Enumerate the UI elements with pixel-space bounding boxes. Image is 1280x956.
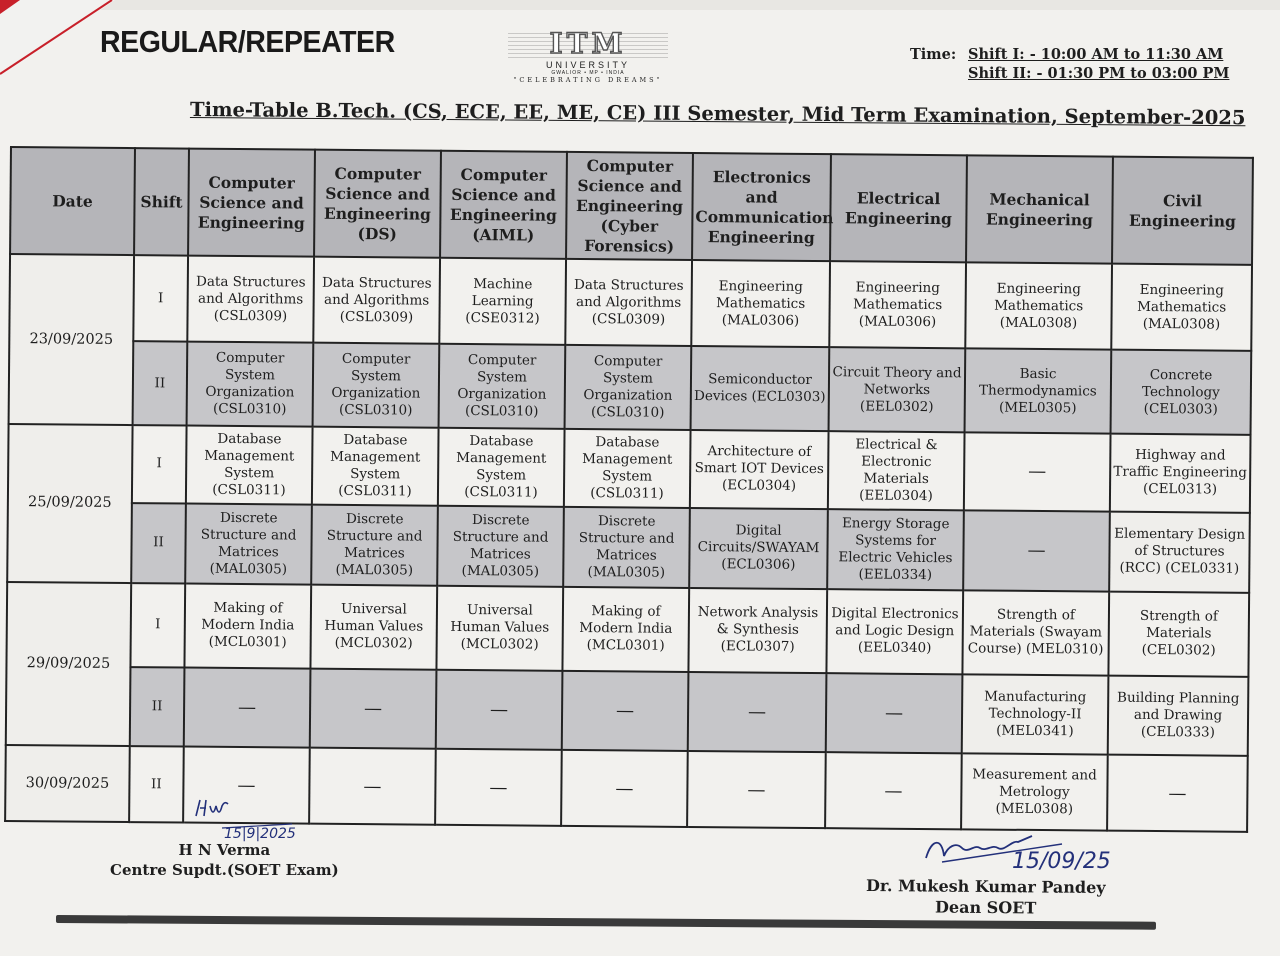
exam-cell: — (310, 668, 437, 749)
exam-cell: — (964, 432, 1111, 511)
table-row (8, 424, 1251, 513)
exam-cell: Discrete Structure and Matrices (MAL0305) (311, 504, 438, 585)
header-row (10, 147, 1253, 265)
exam-cell: — (184, 667, 311, 748)
exam-cell: Manufacturing Technology-II (MEL0341) (962, 674, 1109, 755)
exam-cell: Measurement and Metrology (MEL0308) (961, 754, 1108, 831)
exam-cell: — (309, 748, 436, 825)
exam-date: 30/09/2025 (5, 745, 130, 822)
exam-cell: — (1107, 755, 1248, 832)
shift-2-timing: Shift II: - 01:30 PM to 03:00 PM (968, 65, 1230, 82)
exam-cell: Database Management System (CSL0311) (438, 428, 565, 507)
exam-cell: Architecture of Smart IOT Devices (ECL0304) (690, 430, 829, 509)
time-label: Time: (910, 46, 957, 63)
column-header: Computer Science and Engineering (Cyber Forensics) (566, 152, 693, 260)
exam-cell: Concrete Technology (CEL0303) (1111, 350, 1252, 435)
column-header: Electrical Engineering (830, 154, 967, 262)
signatory-name: H N Verma (178, 841, 271, 859)
logo-mark: ITM (508, 30, 668, 58)
signatory-title: Dean SOET (934, 897, 1037, 918)
exam-cell: Discrete Structure and Matrices (MAL0305) (563, 507, 690, 588)
column-header: Computer Science and Engineering (DS) (314, 150, 441, 258)
shift-cell: II (129, 746, 184, 822)
table-row (9, 254, 1252, 351)
exam-cell: Computer System Organization (CSL0310) (187, 342, 314, 427)
exam-cell: Machine Learning (CSE0312) (439, 258, 566, 345)
exam-cell: Strength of Materials (CEL0302) (1108, 591, 1249, 676)
page-edge (0, 0, 1280, 10)
exam-cell: — (963, 510, 1110, 591)
signatory-name: Dr. Mukesh Kumar Pandey (866, 875, 1106, 898)
exam-cell: Database Management System (CSL0311) (564, 429, 691, 508)
timetable-grid (4, 146, 1254, 833)
exam-cell: Computer System Organization (CSL0310) (439, 344, 566, 429)
shift-cell: II (130, 667, 185, 747)
exam-cell: Database Management System (CSL0311) (312, 427, 439, 506)
column-header: Computer Science and Engineering (188, 149, 315, 257)
column-header: Computer Science and Engineering (AIML) (440, 151, 567, 259)
column-header: Electronics and Communication Engineering (692, 153, 831, 261)
exam-category-badge: REGULAR/REPEATER (100, 24, 395, 59)
exam-cell: — (561, 750, 688, 827)
exam-cell: Highway and Traffic Engineering (CEL0313) (1110, 434, 1251, 513)
exam-cell: Making of Modern India (MCL0301) (184, 583, 311, 668)
exam-cell: Data Structures and Algorithms (CSL0309) (313, 257, 440, 344)
exam-cell: — (826, 673, 963, 754)
signature-pandey (922, 828, 1162, 878)
shift-cell: I (132, 425, 187, 503)
university-logo (508, 27, 668, 84)
exam-date: 25/09/2025 (7, 424, 132, 583)
exam-cell: Discrete Structure and Matrices (MAL0305) (185, 503, 312, 584)
exam-cell: — (825, 753, 962, 830)
exam-cell: — (562, 670, 689, 751)
signature-verma (192, 794, 312, 844)
exam-cell: Database Management System (CSL0311) (186, 426, 313, 505)
table-row (7, 502, 1250, 593)
table-row (6, 666, 1249, 757)
exam-date: 29/09/2025 (6, 582, 131, 747)
exam-cell: Circuit Theory and Networks (EEL0302) (829, 347, 966, 432)
exam-cell: Energy Storage Systems for Electric Vehicles (EEL0334) (827, 509, 964, 590)
exam-cell: Semiconductor Devices (ECL0303) (691, 346, 830, 431)
exam-cell: Discrete Structure and Matrices (MAL0305) (437, 506, 564, 587)
exam-cell: Universal Human Values (MCL0302) (310, 584, 437, 669)
exam-date: 23/09/2025 (9, 254, 134, 425)
timetable (4, 146, 1252, 833)
exam-cell: Engineering Mathematics (MAL0308) (965, 262, 1112, 349)
exam-cell: Engineering Mathematics (MAL0306) (691, 260, 830, 347)
logo-location: GWALIOR • MP • INDIA (551, 70, 625, 76)
exam-cell: — (688, 672, 827, 753)
exam-cell: Strength of Materials (Swayam Course) (MEL0310) (962, 590, 1109, 675)
exam-cell: Computer System Organization (CSL0310) (565, 345, 692, 430)
exam-cell: Data Structures and Algorithms (CSL0309) (565, 259, 692, 346)
exam-cell: Electrical & Electronic Materials (EEL0304) (828, 431, 965, 510)
exam-cell: Network Analysis & Synthesis (ECL0307) (688, 588, 827, 673)
exam-cell: — (687, 751, 826, 828)
logo-name: UNIVERSITY (545, 60, 630, 70)
shift-cell: I (133, 255, 188, 342)
signatory-title: Centre Supdt.(SOET Exam) (110, 861, 339, 879)
exam-cell: — (183, 747, 310, 824)
exam-cell: Digital Circuits/SWAYAM (ECL0306) (689, 508, 828, 589)
exam-cell: Universal Human Values (MCL0302) (436, 585, 563, 670)
exam-cell: Computer System Organization (CSL0310) (313, 343, 440, 428)
exam-cell: Digital Electronics and Logic Design (EEL0340) (826, 589, 963, 674)
column-header: Civil Engineering (1112, 157, 1253, 265)
column-header: Mechanical Engineering (966, 155, 1113, 263)
exam-cell: Data Structures and Algorithms (CSL0309) (187, 256, 314, 343)
table-row (9, 340, 1252, 435)
exam-cell: — (435, 749, 562, 826)
svg-text:15/09/25: 15/09/25 (1012, 849, 1111, 874)
svg-text:15|9|2025: 15|9|2025 (224, 826, 296, 842)
signatory-verma (110, 840, 339, 880)
shift-cell: I (130, 583, 185, 667)
signatory-pandey (866, 875, 1106, 919)
shift-cell: II (133, 341, 188, 425)
shift-cell: II (131, 503, 186, 583)
table-row (6, 582, 1249, 677)
document-title: Time-Table B.Tech. (CS, ECE, EE, ME, CE) III Semester, Mid Term Examination, September-2025 (189, 98, 1246, 130)
exam-cell: Making of Modern India (MCL0301) (562, 586, 689, 671)
shift-1-timing: Shift I: - 10:00 AM to 11:30 AM (968, 46, 1224, 63)
exam-cell: Engineering Mathematics (MAL0306) (829, 261, 966, 348)
exam-cell: Building Planning and Drawing (CEL0333) (1108, 675, 1249, 756)
column-header: Shift (134, 148, 189, 256)
column-header: Date (10, 147, 135, 255)
exam-cell: Basic Thermodynamics (MEL0305) (965, 349, 1112, 434)
exam-cell: — (436, 669, 563, 750)
logo-tagline: "CELEBRATING DREAMS" (513, 76, 663, 84)
exam-cell: Engineering Mathematics (MAL0308) (1111, 264, 1252, 351)
exam-cell: Elementary Design of Structures (RCC) (CEL0331) (1109, 511, 1250, 592)
